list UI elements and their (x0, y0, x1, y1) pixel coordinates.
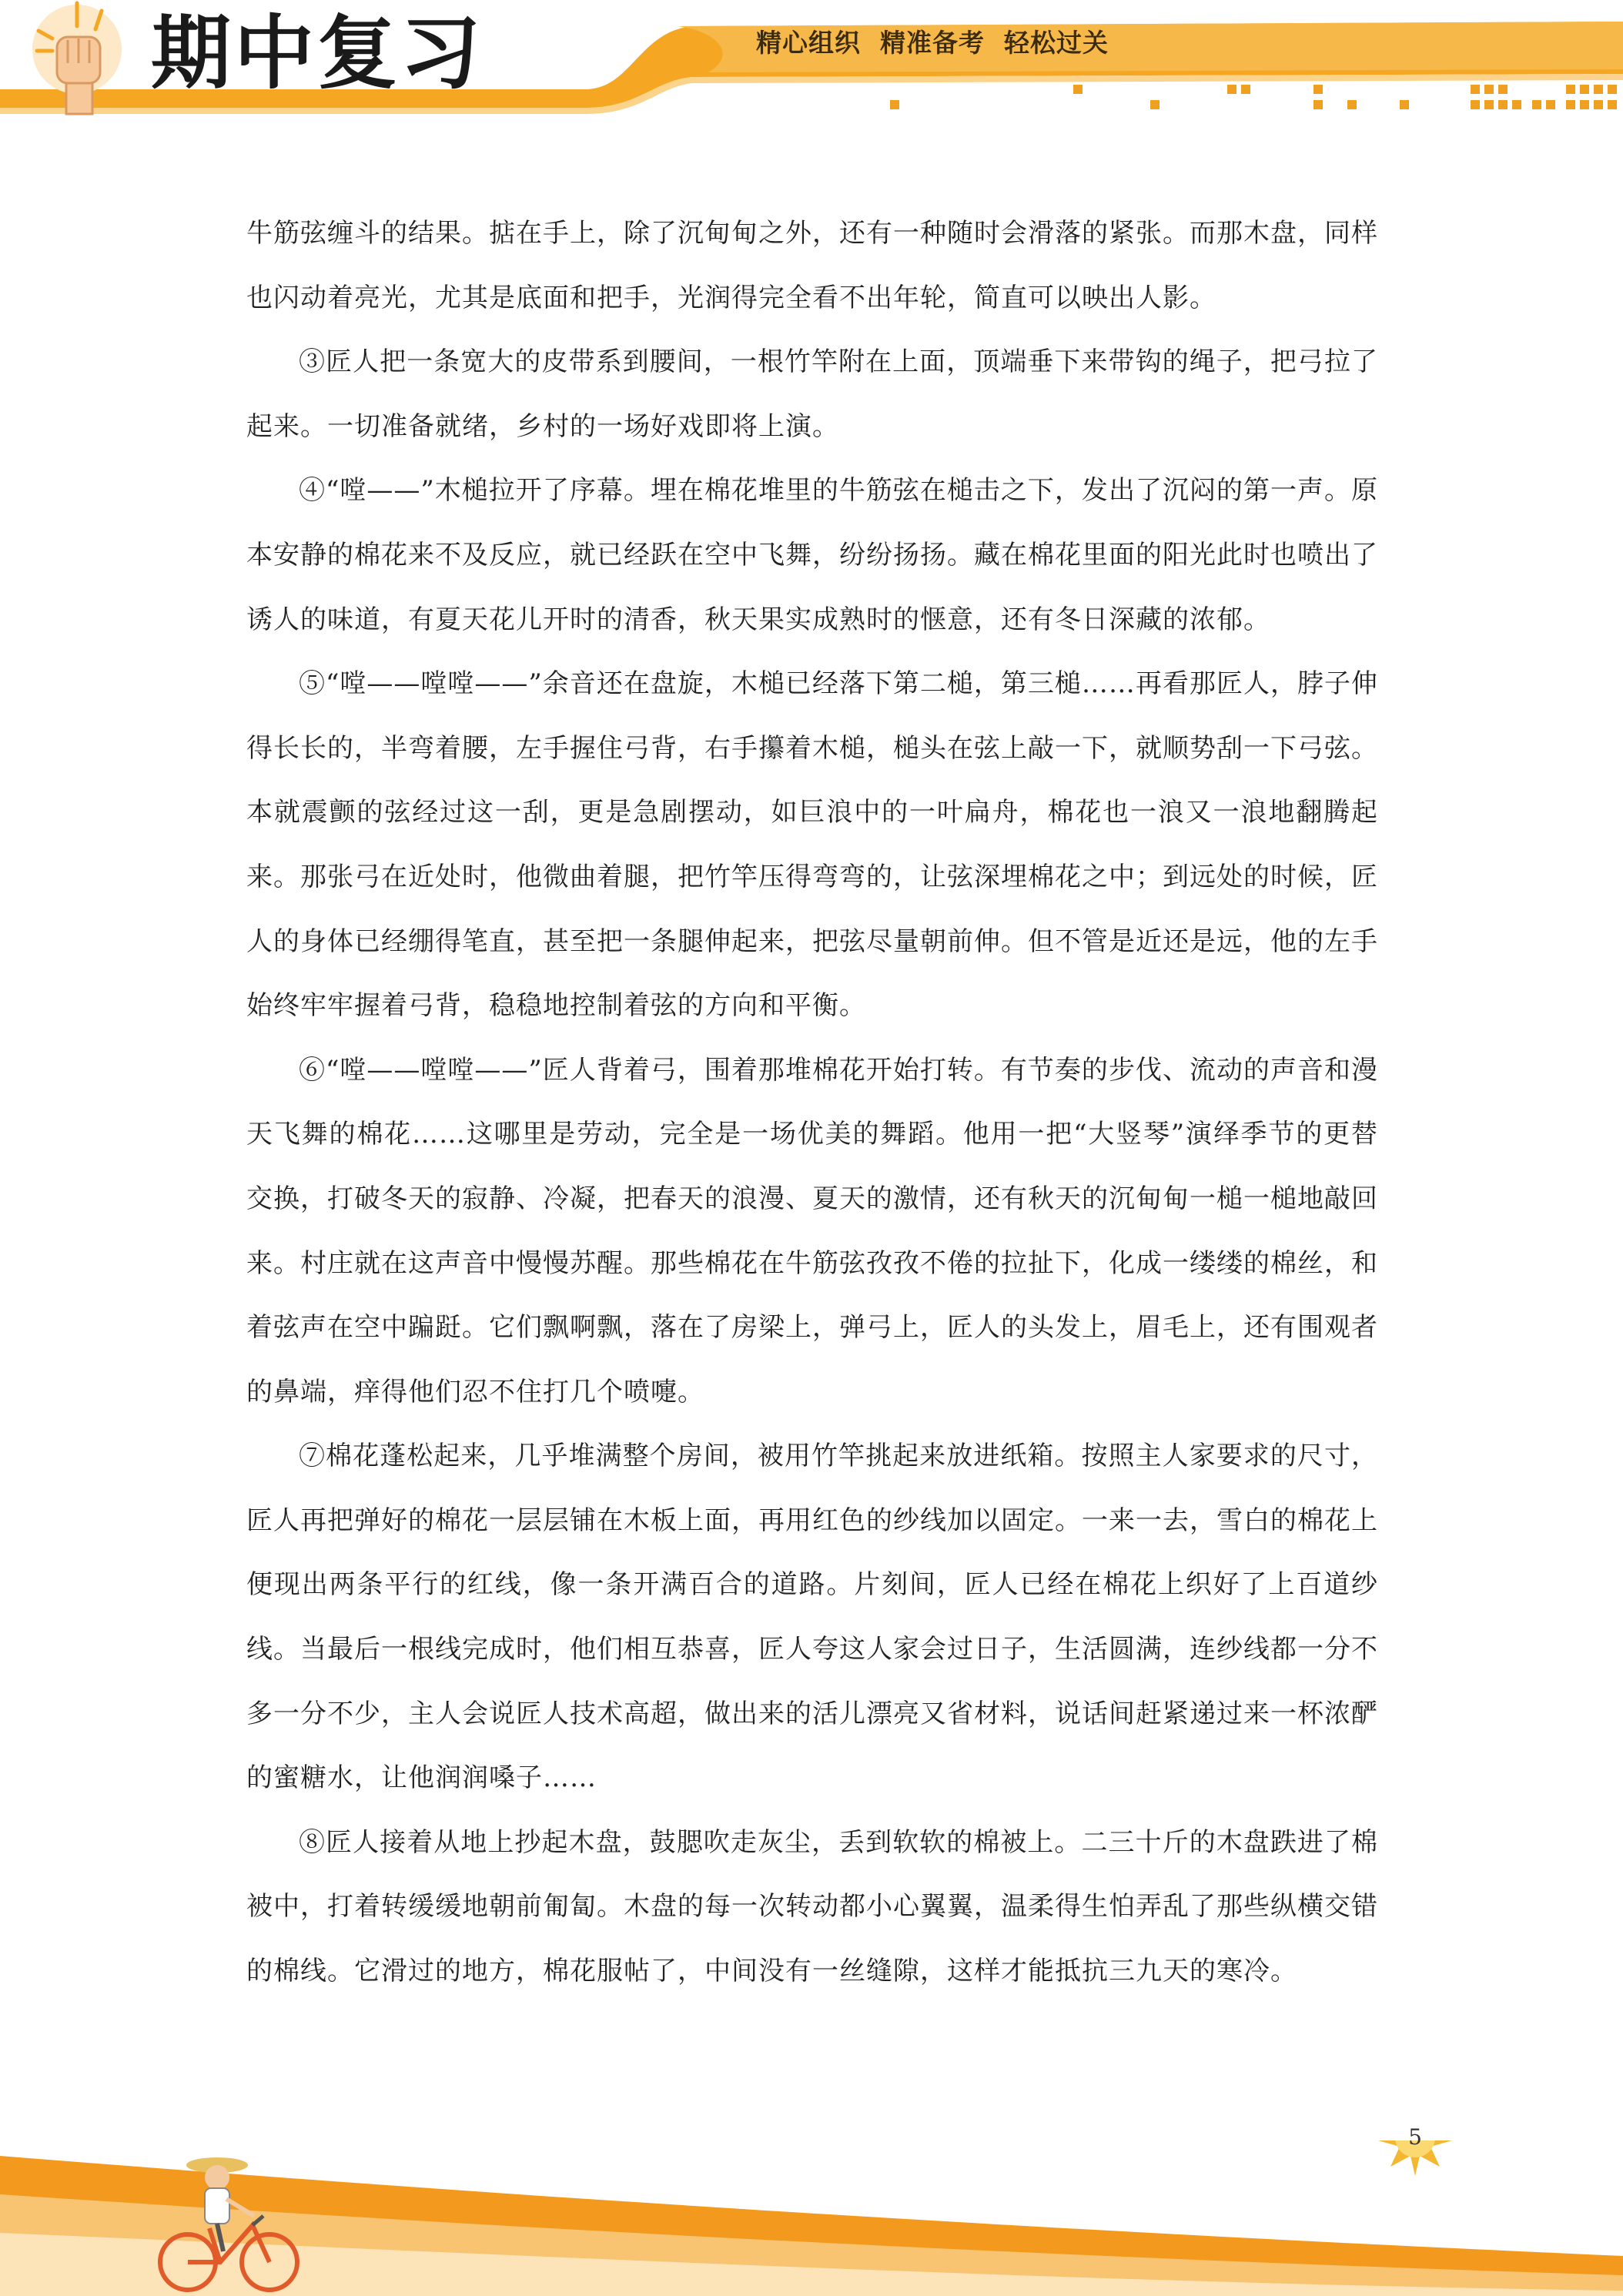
header-title: 期中复习 (151, 6, 484, 100)
page-footer (0, 2140, 1623, 2296)
paragraph: ④“嘡——”木槌拉开了序幕。埋在棉花堆里的牛筋弦在槌击之下，发出了沉闷的第一声。原本安静的棉花来不及反应，就已经跃在空中飞舞，纷纷扬扬。藏在棉花里面的阳光此时也喷出了诱人的味道，有夏天花儿开时的清香，秋天果实成熟时的惬意，还有冬日深藏的浓郁。 (246, 475, 1378, 635)
page-number: 5 (1408, 2124, 1422, 2150)
paragraph: ③匠人把一条宽大的皮带系到腰间，一根竹竿附在上面，顶端垂下来带钩的绳子，把弓拉了起来。一切准备就绪，乡村的一场好戏即将上演。 (246, 346, 1378, 442)
dot-pattern (890, 85, 1617, 109)
paragraph: ⑥“嘡——嘡嘡——”匠人背着弓，围着那堆棉花开始打转。有节奏的步伐、流动的声音和漫天飞舞的棉花……这哪里是劳动，完全是一场优美的舞蹈。他用一把“大竖琴”演绎季节的更替交换，打破冬天的寂静、冷凝，把春天的浪漫、夏天的激情，还有秋天的沉甸甸一槌一槌地敲回来。村庄就在这声音中慢慢苏醒。那些棉花在牛筋弦孜孜不倦的拉扯下，化成一缕缕的棉丝，和着弦声在空中蹁跹。它们飘啊飘，落在了房梁上，弹弓上，匠人的头发上，眉毛上，还有围观者的鼻端，痒得他们忍不住打几个喷嚏。 (246, 1054, 1378, 1407)
footer-decoration (0, 2140, 1623, 2296)
paragraph: ⑧匠人接着从地上抄起木盘，鼓腮吹走灰尘，丢到软软的棉被上。二三十斤的木盘跌进了棉被中，打着转缓缓地朝前匍匐。木盘的每一次转动都小心翼翼，温柔得生怕弄乱了那些纵横交错的棉线。它滑过的地方，棉花服帖了，中间没有一丝缝隙，这样才能抵抗三九天的寒冷。 (246, 1826, 1378, 1987)
page-header (0, 0, 1623, 123)
article-body (246, 202, 1378, 2004)
paragraph: 牛筋弦缠斗的结果。掂在手上，除了沉甸甸之外，还有一种随时会滑落的紧张。而那木盘，同样也闪动着亮光，尤其是底面和把手，光润得完全看不出年轮，简直可以映出人影。 (246, 218, 1378, 313)
header-slogan: 精心组织 精准备考 轻松过关 (756, 28, 1109, 58)
paragraph: ⑦棉花蓬松起来，几乎堆满整个房间，被用竹竿挑起来放进纸箱。按照主人家要求的尺寸，匠人再把弹好的棉花一层层铺在木板上面，再用红色的纱线加以固定。一来一去，雪白的棉花上便现出两条平行的红线，像一条开满百合的道路。片刻间，匠人已经在棉花上织好了上百道纱线。当最后一根线完成时，他们相互恭喜，匠人夸这人家会过日子，生活圆满，连纱线都一分不多一分不少，主人会说匠人技术高超，做出来的活儿漂亮又省材料，说话间赶紧递过来一杯浓酽的蜜糖水，让他润润嗓子…… (246, 1441, 1378, 1794)
paragraph: ⑤“嘡——嘡嘡——”余音还在盘旋，木槌已经落下第二槌，第三槌……再看那匠人，脖子伸得长长的，半弯着腰，左手握住弓背，右手攥着木槌，槌头在弦上敲一下，就顺势刮一下弓弦。本就震颤的弦经过这一刮，更是急剧摆动，如巨浪中的一叶扁舟，棉花也一浪又一浪地翻腾起来。那张弓在近处时，他微曲着腿，把竹竿压得弯弯的，让弦深埋棉花之中；到远处的时候，匠人的身体已经绷得笔直，甚至把一条腿伸起来，把弦尽量朝前伸。但不管是近还是远，他的左手始终牢牢握着弓背，稳稳地控制着弦的方向和平衡。 (246, 668, 1378, 1022)
